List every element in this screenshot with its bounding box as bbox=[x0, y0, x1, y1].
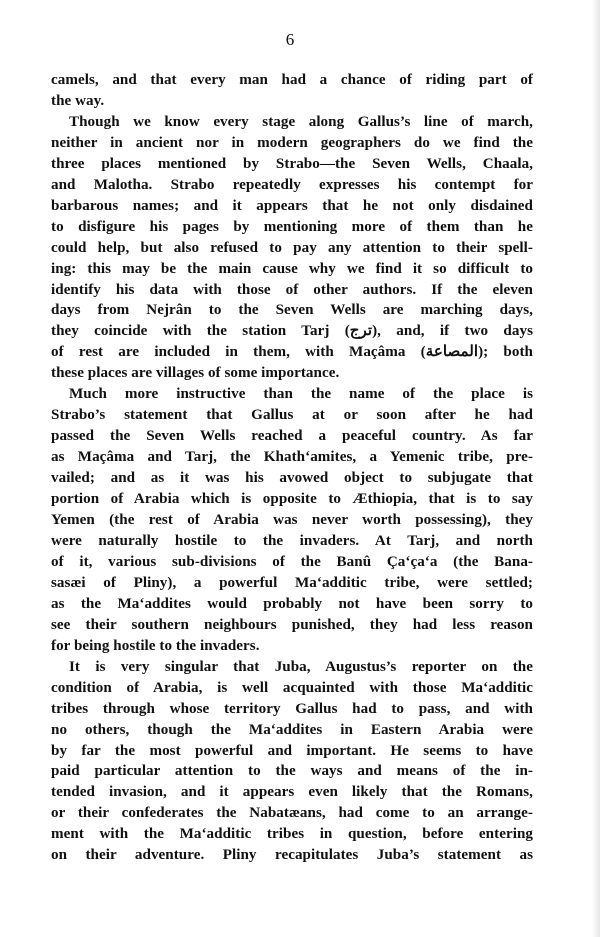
text-line: paid particular attention to the ways and means of the in- bbox=[51, 763, 533, 780]
text-line: or their confederates the Nabatæans, had come to an arrange- bbox=[51, 805, 533, 822]
text-line: tribes through whose territory Gallus had to pass, and with bbox=[51, 700, 533, 717]
text-line: condition of Arabia, is well acquainted with those Ma‘additic bbox=[51, 679, 533, 696]
text-line: of it, various sub-divisions of the Banû Ça‘ça‘a (the Bana- bbox=[51, 553, 533, 570]
text-line: and Malotha. Strabo repeatedly expresses his contempt for bbox=[51, 176, 533, 193]
text-line: to disfigure his pages by mentioning more of them than he bbox=[51, 218, 533, 235]
text-line: on their adventure. Pliny recapitulates Juba’s statement as bbox=[51, 847, 533, 864]
body-text bbox=[51, 70, 533, 866]
text-line: tended invasion, and it appears even likely that the Romans, bbox=[51, 784, 533, 801]
text-line: Strabo’s statement that Gallus at or soon after he had bbox=[51, 407, 533, 424]
text-line: days from Nejrân to the Seven Wells are marching days, bbox=[51, 302, 533, 319]
text-line: were naturally hostile to the invaders. At Tarj, and north bbox=[51, 532, 533, 549]
text-line: could help, but also refused to pay any attention to their spell- bbox=[51, 239, 533, 256]
text-line: ment with the Ma‘additic tribes in question, before entering bbox=[51, 826, 533, 843]
text-line: camels, and that every man had a chance of riding part of bbox=[51, 72, 533, 88]
text-line: portion of Arabia which is opposite to Æthiopia, that is to say bbox=[51, 491, 533, 508]
page-number: 6 bbox=[285, 30, 295, 49]
text-line: identify his data with those of other authors. If the eleven bbox=[51, 281, 533, 298]
text-line: passed the Seven Wells reached a peaceful country. As far bbox=[51, 428, 533, 445]
text-line: three places mentioned by Strabo—the Seven Wells, Chaala, bbox=[51, 155, 533, 172]
text-line: barbarous names; and it appears that he not only disdained bbox=[51, 197, 533, 214]
text-line: ing: this may be the main cause why we find it so difficult to bbox=[51, 260, 533, 277]
text-line: of rest are included in them, with Maçâma (المصاعة); both bbox=[51, 344, 533, 361]
text-line: Though we know every stage along Gallus’s line of march, bbox=[69, 113, 533, 130]
text-line: no others, though the Ma‘addites in Eastern Arabia were bbox=[51, 721, 533, 738]
text-line: It is very singular that Juba, Augustus’s reporter on the bbox=[69, 658, 533, 675]
text-line: as the Ma‘addites would probably not have been sorry to bbox=[51, 595, 533, 612]
text-line: Yemen (the rest of Arabia was never worth possessing), they bbox=[51, 512, 533, 529]
text-line: by far the most powerful and important. He seems to have bbox=[51, 742, 533, 759]
text-line: neither in ancient nor in modern geographers do we find the bbox=[51, 134, 533, 151]
text-line: Much more instructive than the name of the place is bbox=[69, 386, 533, 403]
text-line: these places are villages of some importance. bbox=[51, 365, 340, 382]
text-line: for being hostile to the invaders. bbox=[51, 637, 260, 654]
text-line: they coincide with the station Tarj (ترج), and, if two days bbox=[51, 323, 533, 340]
text-line: see their southern neighbours punished, they had less reason bbox=[51, 616, 533, 633]
text-line: as Maçâma and Tarj, the Khath‘amites, a Yemenic tribe, pre- bbox=[51, 449, 533, 466]
text-line: vailed; and as it was his avowed object to subjugate that bbox=[51, 470, 533, 487]
page-edge-shadow bbox=[592, 0, 600, 937]
text-line: the way. bbox=[51, 92, 105, 109]
text-line: sasæi of Pliny), a powerful Ma‘additic tribe, were settled; bbox=[51, 574, 533, 591]
